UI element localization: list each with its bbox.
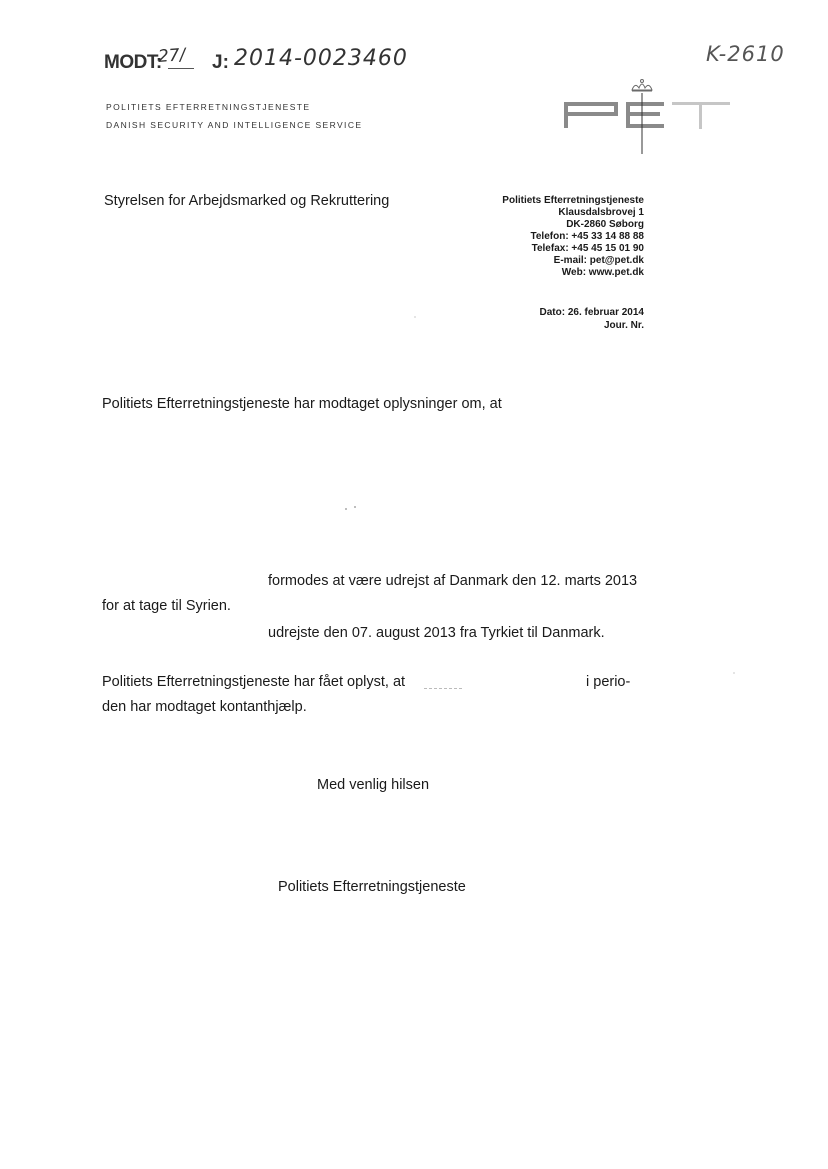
- sender-web: Web: www.pet.dk: [561, 267, 644, 278]
- handwritten-reference: K-2610: [706, 42, 785, 66]
- logo-letter-e: [626, 102, 664, 128]
- sender-phone: Telefon: +45 33 14 88 88: [530, 231, 644, 242]
- sender-street: Klausdalsbrovej 1: [558, 207, 644, 218]
- logo-letter-p: [564, 102, 618, 128]
- pet-logo: [562, 78, 732, 154]
- journal-reference: Jour. Nr.: [603, 320, 644, 331]
- paragraph-benefits-line1-end: i perio-: [586, 674, 631, 690]
- letter-date: Dato: 26. februar 2014: [539, 307, 644, 318]
- paragraph-benefits-line1-start: Politiets Efterretningstjeneste har fået oplyst, at: [102, 674, 406, 690]
- sender-email: E-mail: pet@pet.dk: [553, 255, 644, 266]
- paragraph-intro: Politiets Efterretningstjeneste har modtaget oplysninger om, at: [102, 396, 502, 412]
- crown-icon: [632, 80, 652, 92]
- scan-speck: [414, 316, 416, 318]
- received-stamp-label: MODT:: [104, 52, 162, 73]
- stamp-strike-line: [168, 68, 194, 69]
- sender-postal: DK-2860 Søborg: [566, 219, 644, 230]
- paragraph-departure-line2: for at tage til Syrien.: [102, 598, 231, 614]
- journal-stamp-label: J:: [212, 52, 229, 73]
- scan-speck: [354, 506, 356, 508]
- paragraph-benefits-line2: den har modtaget kontanthjælp.: [102, 699, 307, 715]
- closing-salutation: Med venlig hilsen: [317, 777, 430, 793]
- recipient-name: Styrelsen for Arbejdsmarked og Rekruttering: [104, 193, 390, 209]
- sender-fax: Telefax: +45 45 15 01 90: [531, 243, 644, 254]
- scan-speck: [345, 508, 347, 510]
- sender-name: Politiets Efterretningstjeneste: [502, 195, 644, 206]
- received-stamp-date: 27/: [157, 45, 187, 67]
- date-block: [540, 306, 645, 332]
- paragraph-departure-line1: formodes at være udrejst af Danmark den 12. marts 2013: [268, 573, 638, 589]
- agency-name-english: DANISH SECURITY AND INTELLIGENCE SERVICE: [106, 120, 363, 130]
- signature-line: Politiets Efterretningstjeneste: [278, 879, 466, 895]
- logo-letter-t: [672, 102, 730, 129]
- journal-number: 2014-0023460: [234, 46, 408, 71]
- sender-address-block: [502, 195, 644, 279]
- agency-name-danish: POLITIETS EFTERRETNINGSTJENESTE: [106, 102, 311, 112]
- paragraph-return: udrejste den 07. august 2013 fra Tyrkiet til Danmark.: [268, 625, 605, 641]
- redaction-mark: [424, 688, 462, 689]
- scan-speck: [733, 672, 735, 674]
